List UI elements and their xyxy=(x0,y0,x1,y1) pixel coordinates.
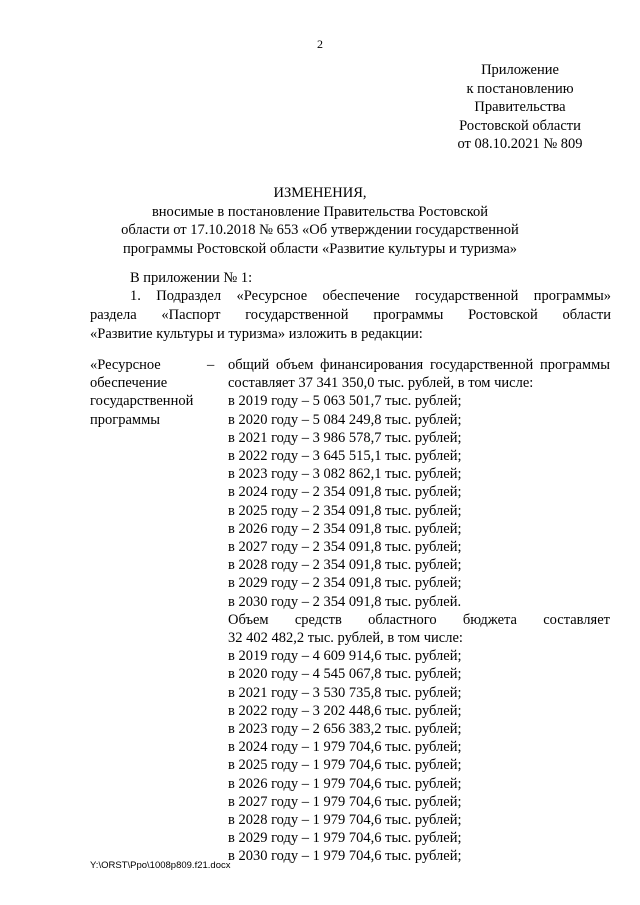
year-funding-line: в 2025 году – 2 354 091,8 тыс. рублей; xyxy=(228,502,462,519)
year-funding-line: в 2030 году – 1 979 704,6 тыс. рублей; xyxy=(228,848,462,865)
funding-content xyxy=(228,356,610,866)
appendix-line: к постановлению xyxy=(466,80,574,97)
total-funding-line: составляет 37 341 350,0 тыс. рублей, в том числе: xyxy=(228,375,534,392)
file-path-footer: Y:\ORST\Ppo\1008p809.f21.docx xyxy=(90,860,231,871)
regional-budget-line: Объем средств областного бюджета составляет xyxy=(228,611,610,628)
year-funding-line: в 2027 году – 1 979 704,6 тыс. рублей; xyxy=(228,793,462,810)
paragraph-line: раздела «Паспорт государственной программы Ростовской области xyxy=(90,307,611,323)
year-funding-line: в 2020 году – 4 545 067,8 тыс. рублей; xyxy=(228,666,462,683)
year-funding-line: в 2023 году – 2 656 383,2 тыс. рублей; xyxy=(228,721,462,738)
page-number: 2 xyxy=(317,37,323,51)
year-funding-line: в 2029 году – 1 979 704,6 тыс. рублей; xyxy=(228,830,462,847)
year-funding-line: в 2023 году – 3 082 862,1 тыс. рублей; xyxy=(228,466,462,483)
year-funding-line: в 2020 году – 5 084 249,8 тыс. рублей; xyxy=(228,411,462,428)
document-title xyxy=(90,184,550,258)
year-funding-line: в 2028 году – 1 979 704,6 тыс. рублей; xyxy=(228,812,462,829)
section-label-line: государственной xyxy=(90,393,194,410)
section-label-line: обеспечение xyxy=(90,375,168,392)
amendment-paragraph xyxy=(90,287,611,344)
year-funding-line: в 2022 году – 3 645 515,1 тыс. рублей; xyxy=(228,448,462,465)
year-funding-line: в 2027 году – 2 354 091,8 тыс. рублей; xyxy=(228,539,462,556)
appendix-line: Ростовской области xyxy=(459,117,581,134)
title-heading: ИЗМЕНЕНИЯ, xyxy=(273,185,367,201)
total-funding-line: общий объем финансирования государственной программы xyxy=(228,357,610,373)
year-funding-line: в 2024 году – 1 979 704,6 тыс. рублей; xyxy=(228,739,462,756)
title-line: программы Ростовской области «Развитие культуры и туризма» xyxy=(122,240,518,257)
appendix-line: Правительства xyxy=(474,99,566,115)
title-line: области от 17.10.2018 № 653 «Об утверждении государственной xyxy=(121,222,519,238)
section-label-line: программы xyxy=(90,411,160,428)
regional-years-list xyxy=(228,647,610,865)
appendix-line: Приложение xyxy=(481,62,559,78)
paragraph-line: «Развитие культуры и туризма» изложить в редакции: xyxy=(90,326,423,342)
year-funding-line: в 2030 году – 2 354 091,8 тыс. рублей. xyxy=(228,593,462,610)
paragraph-line: 1. Подраздел «Ресурсное обеспечение государственной программы» xyxy=(130,288,611,304)
year-funding-line: в 2021 году – 3 530 735,8 тыс. рублей; xyxy=(228,684,462,701)
section-label-line: «Ресурсное xyxy=(90,357,161,373)
title-line: вносимые в постановление Правительства Ростовской xyxy=(151,203,489,220)
year-funding-line: в 2028 году – 2 354 091,8 тыс. рублей; xyxy=(228,557,462,574)
appendix-block xyxy=(440,61,600,154)
year-funding-line: в 2025 году – 1 979 704,6 тыс. рублей; xyxy=(228,757,462,774)
label-dash: – xyxy=(207,357,215,373)
appendix-line: от 08.10.2021 № 809 xyxy=(457,136,583,152)
year-funding-line: в 2022 году – 3 202 448,6 тыс. рублей; xyxy=(228,702,462,719)
regional-budget-line: 32 402 482,2 тыс. рублей, в том числе: xyxy=(228,630,463,647)
year-funding-line: в 2019 году – 4 609 914,6 тыс. рублей; xyxy=(228,648,462,665)
year-funding-line: в 2021 году – 3 986 578,7 тыс. рублей; xyxy=(228,429,462,446)
year-funding-line: в 2019 году – 5 063 501,7 тыс. рублей; xyxy=(228,393,462,410)
total-years-list xyxy=(228,392,610,610)
year-funding-line: в 2026 году – 1 979 704,6 тыс. рублей; xyxy=(228,775,462,792)
intro-text: В приложении № 1: xyxy=(130,270,253,286)
year-funding-line: в 2024 году – 2 354 091,8 тыс. рублей; xyxy=(228,484,462,501)
year-funding-line: в 2026 году – 2 354 091,8 тыс. рублей; xyxy=(228,520,462,537)
section-label xyxy=(90,356,200,429)
year-funding-line: в 2029 году – 2 354 091,8 тыс. рублей; xyxy=(228,575,462,592)
